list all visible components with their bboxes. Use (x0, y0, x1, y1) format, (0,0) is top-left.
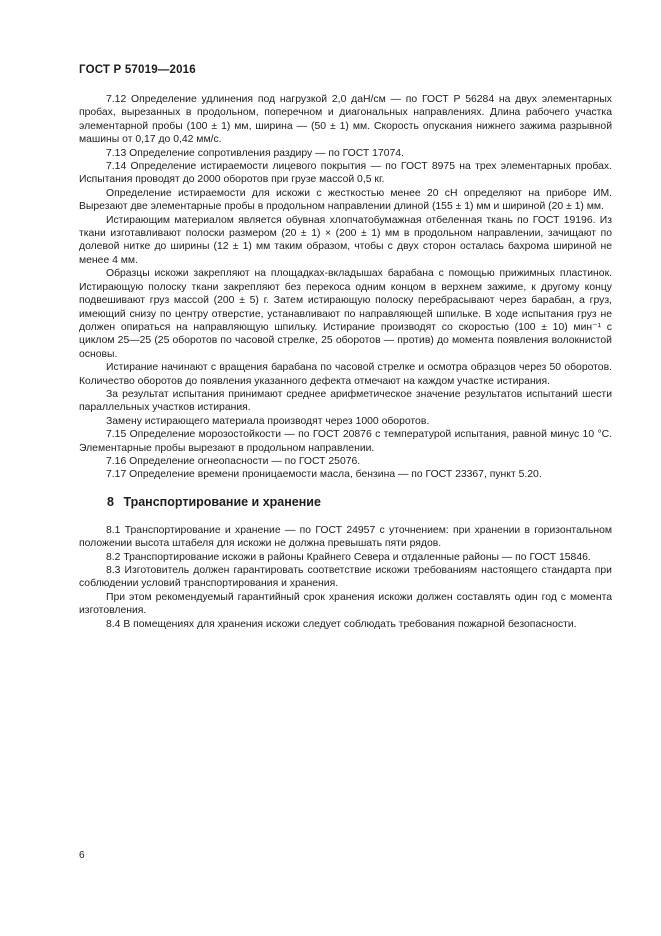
paragraph-8-2: 8.2 Транспортирование искожи в районы Крайнего Севера и отдаленные районы — по ГОСТ 15846. (106, 551, 591, 563)
section-title: Транспортирование и хранение (123, 494, 321, 509)
paragraph-7-16: 7.16 Определение огнеопасности — по ГОСТ 25076. (106, 455, 361, 467)
paragraph-abrasion-start: Истирание начинают с вращения барабана по часовой стрелке и осмотра образцов через 50 оборотов. Количество оборотов до появления указанного дефекта отмечают на каждом участке истирания. (79, 362, 612, 387)
paragraph-7-15: 7.15 Определение морозостойкости — по ГОСТ 20876 с температурой испытания, равной минус 10 °С. Элементарные пробы вырезают в продольном направлении. (79, 429, 612, 454)
paragraph-7-12: 7.12 Определение удлинения под нагрузкой 2,0 даН/см — по ГОСТ Р 56284 на двух элементарных пробах, вырезанных в продольном, поперечном и диагональных направлениях. Длина рабочего участка элементарной пробы (100 ± 1) мм, ширина — (50 ± 1) мм. Скорость опускания нижнего зажима разрывной машины от 0,17 до 0,42 мм/с. (79, 94, 612, 146)
paragraph-sample-mounting: Образцы искожи закрепляют на площадках-вкладышах барабана с помощью прижимных пластинок. Истирающую полоску ткани закрепляют без перекоса одним концом в верхнем зажиме, к другому концу подвешивают груз массой (200 ± 5) г. Затем истирающую полоску перебрасывают через барабан, а груз, имеющий снизу по центру отверстие, устанавливают по направляющей шпильке. В ходе испытания груз не должен опираться на направляющую шпильку. Истирание производят со скоростью (100 ± 10) мин⁻¹ с циклом 25—25 (25 оборотов по часовой стрелке, 25 оборотов — против) до момента появления волокнистой основы. (79, 268, 612, 360)
paragraph-7-17: 7.17 Определение времени проницаемости масла, бензина — по ГОСТ 23367, пункт 5.20. (106, 469, 542, 481)
paragraph-material-replacement: Замену истирающего материала производят через 1000 оборотов. (106, 415, 430, 427)
paragraph-8-4: 8.4 В помещениях для хранения искожи следует соблюдать требования пожарной безопасности. (106, 618, 577, 630)
paragraph-7-14: 7.14 Определение истираемости лицевого покрытия — по ГОСТ 8975 на трех элементарных пробах. Испытания проводят до 2000 оборотов при грузе массой 0,5 кг. (79, 161, 612, 186)
paragraph-test-result: За результат испытания принимают среднее арифметическое значение результатов испытаний шести параллельных участков истирания. (79, 388, 612, 414)
paragraph-7-13: 7.13 Определение сопротивления раздиру — по ГОСТ 17074. (106, 147, 404, 159)
paragraph-8-1: 8.1 Транспортирование и хранение — по ГОСТ 24957 с уточнением: при хранении в горизонтальном положении высота штабеля для искожи не должна превышать пяти рядов. (79, 524, 612, 550)
document-body (79, 93, 612, 631)
paragraph-warranty: При этом рекомендуемый гарантийный срок хранения искожи должен составлять один год с момента изготовления. (79, 591, 612, 617)
standard-header: ГОСТ Р 57019—2016 (79, 64, 196, 76)
paragraph-8-3: 8.3 Изготовитель должен гарантировать соответствие искожи требованиям настоящего стандарта при соблюдении условий транспортирования и хранения. (79, 565, 612, 590)
section-heading (107, 494, 612, 510)
section-number: 8 (107, 494, 114, 509)
paragraph-abrasive-material: Истирающим материалом является обувная хлопчатобумажная отбеленная ткань по ГОСТ 19196. Из ткани изготавливают полоски размером (20 ± 1) × (200 ± 1) мм в продольном направлении, зачищают по долевой нитке до ширины (12 ± 1) мм таким образом, чтобы с двух сторон осталась бахрома шириной не менее 4 мм. (79, 214, 612, 266)
paragraph-abrasion-method: Определение истираемости для искожи с жесткостью менее 20 сН определяют на приборе ИМ. Вырезают две элементарные пробы в продольном направлении длиной (155 ± 1) мм и шириной (20 ± 1) мм. (79, 187, 612, 213)
page-number: 6 (79, 850, 85, 861)
